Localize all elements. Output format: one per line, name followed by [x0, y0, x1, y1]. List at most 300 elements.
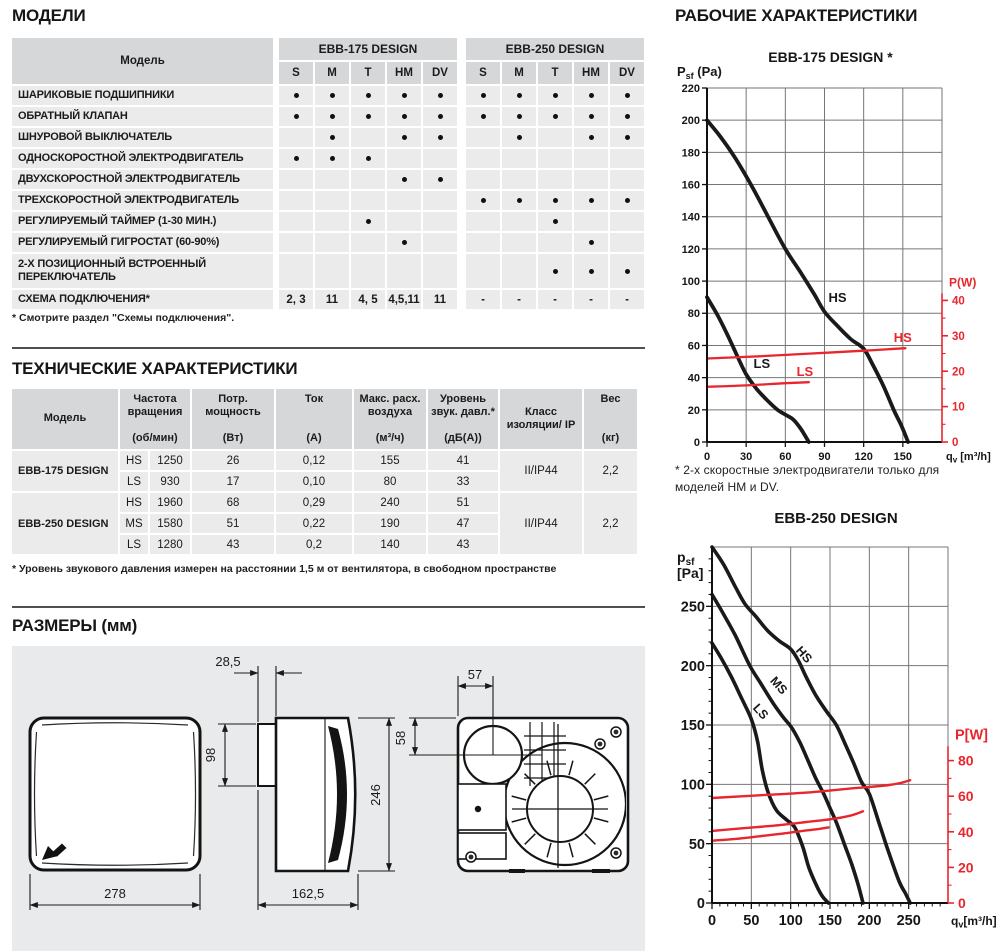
feature-dot: [625, 135, 630, 140]
curve-label-MS: MS: [767, 673, 791, 698]
right-tick-label: 10: [952, 401, 965, 414]
y-tick-label: 160: [681, 179, 700, 192]
feature-cell: [279, 233, 313, 252]
series-MS-left: [712, 595, 863, 904]
models-subcol-header: T: [538, 62, 572, 84]
tech-value-current: 0,22: [276, 514, 352, 533]
x-tick-label: 150: [893, 451, 913, 463]
feature-cell: -: [538, 290, 572, 309]
feature-dot: [589, 135, 594, 140]
feature-cell: [466, 212, 500, 231]
feature-cell: [315, 128, 349, 147]
feature-cell: [466, 191, 500, 210]
feature-cell: [574, 128, 608, 147]
feature-cell: [279, 149, 313, 168]
feature-cell: -: [610, 290, 644, 309]
dim-body-height-label: 246: [368, 784, 383, 806]
feature-cell: [279, 254, 313, 288]
tech-footnote: * Уровень звукового давления измерен на расстоянии 1,5 м от вентилятора, в свободном пространстве: [12, 563, 557, 575]
feature-cell: [315, 254, 349, 288]
tech-col-header: [500, 389, 582, 449]
x-tick-label: 150: [817, 913, 843, 929]
feature-cell: [610, 170, 644, 189]
tech-insulation: II/IP44: [500, 493, 582, 554]
right-tick-label: 20: [952, 366, 965, 379]
y-tick-label: 0: [696, 896, 705, 913]
feature-cell: [502, 212, 536, 231]
feature-cell: [502, 149, 536, 168]
x-tick-label: 250: [896, 913, 921, 929]
feature-cell: [423, 170, 457, 189]
x-tick-label: 0: [707, 913, 717, 929]
feature-cell: [502, 128, 536, 147]
tech-header-unit: (А): [306, 431, 322, 444]
performance-section-title: РАБОЧИЕ ХАРАКТЕРИСТИКИ: [675, 6, 918, 25]
tech-header-unit: (дБ(А)): [444, 431, 482, 444]
chart-title: EBB-175 DESIGN *: [768, 49, 893, 65]
tech-value-noise: 47: [428, 514, 498, 533]
feature-cell: [279, 86, 313, 105]
tech-header-title: Уровень звук. давл.*: [431, 393, 495, 419]
tech-model-name: EBB-175 DESIGN: [12, 451, 118, 491]
feature-cell: [423, 191, 457, 210]
right-axis: [942, 293, 948, 442]
tech-col-header: [584, 389, 637, 449]
feature-cell: [610, 107, 644, 126]
right-tick-label: 40: [958, 823, 974, 840]
feature-cell: [387, 254, 421, 288]
chart-ebb-250: [675, 505, 1000, 951]
feature-dot: [330, 114, 335, 119]
right-tick-label: 0: [958, 895, 966, 912]
section-divider: [12, 347, 645, 349]
feature-cell: [279, 212, 313, 231]
feature-cell: [574, 233, 608, 252]
foot-tab: [509, 869, 525, 873]
series-LS-right: [707, 382, 809, 387]
front-view: [30, 718, 200, 870]
tech-value-noise: 33: [428, 472, 498, 491]
tech-value-speed: MS: [120, 514, 148, 533]
feature-cell: [574, 191, 608, 210]
feature-cell: [538, 170, 572, 189]
feature-dot: [366, 219, 371, 224]
curve-label-LS: LS: [753, 355, 771, 371]
feature-cell: 11: [423, 290, 457, 309]
tech-value-airflow: 190: [354, 514, 426, 533]
dim-spigot-cy-label: 58: [393, 730, 408, 746]
tech-value-speed: HS: [120, 493, 148, 512]
right-tick-label: 0: [952, 437, 959, 450]
feature-dot: [438, 135, 443, 140]
x-tick-label: 0: [703, 451, 711, 463]
models-subcol-header: M: [315, 62, 349, 84]
feature-cell: [423, 233, 457, 252]
models-feature-table: [12, 38, 644, 309]
dim-total-depth-label: 162,5: [291, 886, 325, 901]
right-tick-label: 40: [952, 295, 965, 308]
feature-cell: [351, 107, 385, 126]
dim-spigot-depth-label: 28,5: [215, 654, 241, 669]
feature-cell: [502, 191, 536, 210]
tech-value-current: 0,2: [276, 535, 352, 554]
feature-row-label: ТРЕХСКОРОСТНОЙ ЭЛЕКТРОДВИГАТЕЛЬ: [12, 191, 273, 210]
right-tick-label: 60: [958, 788, 974, 805]
y-tick-label: 120: [681, 243, 700, 256]
feature-cell: [574, 170, 608, 189]
tech-value-rpm: 930: [150, 472, 190, 491]
feature-dot: [553, 269, 558, 274]
feature-cell: [502, 254, 536, 288]
y-tick-label: 200: [681, 115, 700, 128]
feature-cell: [351, 149, 385, 168]
feature-dot: [553, 114, 558, 119]
feature-dot: [330, 93, 335, 98]
tech-value-speed: LS: [120, 535, 148, 554]
feature-cell: [387, 191, 421, 210]
dim-spigot-height-label: 98: [203, 747, 218, 763]
tech-value-speed: HS: [120, 451, 148, 470]
feature-cell: 4, 5: [351, 290, 385, 309]
feature-cell: -: [502, 290, 536, 309]
feature-cell: 11: [315, 290, 349, 309]
tech-value-current: 0,10: [276, 472, 352, 491]
grid: [712, 547, 948, 903]
tech-col-header: [354, 389, 426, 449]
y-tick-label: 40: [687, 372, 700, 385]
tech-header-unit: (м³/ч): [375, 431, 405, 444]
curve-label-HS: HS: [828, 290, 847, 306]
feature-cell: [538, 86, 572, 105]
models-section-title: МОДЕЛИ: [12, 6, 86, 25]
models-subcol-header: T: [351, 62, 385, 84]
feature-cell: [279, 191, 313, 210]
feature-dot: [589, 269, 594, 274]
terminal-box: [458, 784, 506, 859]
right-tick-label: 30: [952, 330, 965, 343]
feature-cell: [387, 107, 421, 126]
y-axis-label: $p_{sf}$: [677, 549, 695, 568]
feature-cell: [351, 128, 385, 147]
section-divider-2: [12, 606, 645, 608]
y-tick-label: 200: [680, 658, 705, 675]
feature-cell: [423, 107, 457, 126]
feature-cell: [423, 128, 457, 147]
feature-cell: [574, 254, 608, 288]
x-tick-label: 60: [779, 451, 792, 463]
chart-title: EBB-250 DESIGN: [774, 510, 898, 527]
curve-label-HS: HS: [893, 330, 912, 346]
x-axis-label: $q_v$ [m³/h]: [946, 451, 991, 465]
feature-dot: [589, 93, 594, 98]
x-tick-label: 200: [857, 913, 882, 929]
tech-weight: 2,2: [584, 493, 637, 554]
feature-dot: [553, 219, 558, 224]
y-tick-label: 220: [681, 82, 700, 95]
dimensions-drawing: [12, 646, 645, 951]
y-tick-label: 0: [693, 436, 700, 449]
feature-dot: [402, 93, 407, 98]
tech-value-airflow: 140: [354, 535, 426, 554]
series-HS-right: [712, 780, 910, 798]
right-axis-label: P(W): [949, 275, 977, 290]
feature-cell: [610, 212, 644, 231]
tech-col-header: [428, 389, 498, 449]
tech-header-unit: (об/мин): [132, 431, 178, 444]
feature-dot: [294, 114, 299, 119]
feature-dot: [481, 198, 486, 203]
y-axis-label-unit: [Pa]: [677, 565, 704, 581]
tech-col-header: [192, 389, 274, 449]
feature-cell: [466, 170, 500, 189]
feature-dot: [402, 240, 407, 245]
tech-value-power: 43: [192, 535, 274, 554]
chart-ebb-175: [675, 40, 1000, 470]
feature-cell: [574, 86, 608, 105]
feature-cell: [387, 170, 421, 189]
tech-weight: 2,2: [584, 451, 637, 491]
feature-cell: [315, 86, 349, 105]
feature-dot: [517, 198, 522, 203]
y-tick-label: 150: [680, 718, 705, 735]
feature-cell: [315, 149, 349, 168]
models-subcol-header: DV: [423, 62, 457, 84]
feature-dot: [589, 114, 594, 119]
tech-section-title: ТЕХНИЧЕСКИЕ ХАРАКТЕРИСТИКИ: [12, 359, 298, 378]
tech-header-title: Ток: [304, 393, 324, 405]
x-axis-label: $q_v[m^3/h]$: [951, 914, 997, 930]
feature-dot: [589, 240, 594, 245]
tech-insulation: II/IP44: [500, 451, 582, 491]
tech-value-airflow: 155: [354, 451, 426, 470]
tech-value-rpm: 1960: [150, 493, 190, 512]
feature-dot: [517, 135, 522, 140]
feature-cell: [466, 107, 500, 126]
x-tick-label: 100: [778, 913, 803, 929]
models-subcol-header: M: [502, 62, 536, 84]
tech-value-rpm: 1580: [150, 514, 190, 533]
grid: [707, 88, 942, 442]
tech-header-title: Вес: [600, 393, 621, 405]
curve-label-HS: HS: [792, 643, 815, 666]
feature-cell: [538, 233, 572, 252]
y-tick-label: 20: [687, 404, 700, 417]
feature-cell: [466, 254, 500, 288]
feature-cell: [423, 149, 457, 168]
models-footnote: * Смотрите раздел "Схемы подключения".: [12, 312, 235, 324]
feature-row-label: СХЕМА ПОДКЛЮЧЕНИЯ*: [12, 290, 273, 309]
tech-col-header: [12, 389, 118, 449]
feature-dot: [402, 114, 407, 119]
feature-cell: [502, 107, 536, 126]
axis-ticks: [706, 559, 940, 909]
right-tick-label: 20: [958, 859, 974, 876]
feature-cell: [423, 212, 457, 231]
feature-dot: [481, 93, 486, 98]
feature-cell: [466, 86, 500, 105]
feature-dot: [294, 156, 299, 161]
feature-row-label: 2-Х ПОЗИЦИОННЫЙ ВСТРОЕННЫЙ ПЕРЕКЛЮЧАТЕЛЬ: [12, 254, 273, 288]
tech-col-header: [120, 389, 190, 449]
feature-cell: [610, 233, 644, 252]
feature-cell: [502, 170, 536, 189]
y-tick-label: 60: [687, 340, 700, 353]
dimensions-section-title: РАЗМЕРЫ (мм): [12, 616, 138, 635]
tech-header-title: Модель: [43, 412, 87, 425]
performance-footnote: * 2-х скоростные электродвигатели только для моделей HM и DV.: [675, 463, 940, 495]
tech-header-title: Класс изоляции/ IP: [506, 405, 576, 431]
x-tick-label: 90: [818, 451, 831, 463]
tech-header-title: Макс. расх. воздуха: [359, 393, 421, 419]
y-tick-label: 50: [688, 836, 705, 853]
tech-value-noise: 51: [428, 493, 498, 512]
tech-value-current: 0,29: [276, 493, 352, 512]
feature-cell: [279, 170, 313, 189]
feature-cell: [538, 149, 572, 168]
feature-row-label: ДВУХСКОРОСТНОЙ ЭЛЕКТРОДВИГАТЕЛЬ: [12, 170, 273, 189]
feature-cell: [387, 128, 421, 147]
feature-cell: [574, 212, 608, 231]
feature-cell: [279, 107, 313, 126]
x-tick-label: 30: [740, 451, 753, 463]
tech-value-rpm: 1250: [150, 451, 190, 470]
feature-dot: [438, 114, 443, 119]
tech-value-power: 51: [192, 514, 274, 533]
feature-dot: [294, 93, 299, 98]
feature-row-label: ОБРАТНЫЙ КЛАПАН: [12, 107, 273, 126]
feature-cell: [351, 233, 385, 252]
feature-cell: -: [466, 290, 500, 309]
models-subcol-header: HM: [387, 62, 421, 84]
tech-model-name: EBB-250 DESIGN: [12, 493, 118, 554]
feature-dot: [589, 198, 594, 203]
right-tick-label: 80: [958, 752, 974, 769]
feature-cell: [423, 86, 457, 105]
dim-front-width-label: 278: [104, 886, 126, 901]
feature-cell: [351, 191, 385, 210]
y-tick-label: 100: [681, 276, 700, 289]
y-tick-label: 180: [681, 147, 700, 160]
tech-header-title: Частота вращения: [127, 393, 183, 419]
feature-dot: [481, 114, 486, 119]
feature-cell: [538, 212, 572, 231]
feature-cell: [315, 170, 349, 189]
feature-cell: [351, 212, 385, 231]
models-group-header: EBB-250 DESIGN: [466, 38, 644, 60]
feature-cell: [387, 212, 421, 231]
tech-header-unit: (кг): [601, 431, 620, 444]
feature-cell: [574, 149, 608, 168]
feature-dot: [402, 177, 407, 182]
feature-cell: 2, 3: [279, 290, 313, 309]
tech-header-title: Потр. мощность: [205, 393, 261, 419]
tech-col-header: [276, 389, 352, 449]
x-tick-label: 50: [743, 913, 760, 929]
feature-cell: [538, 254, 572, 288]
feature-cell: [466, 233, 500, 252]
feature-cell: [315, 212, 349, 231]
tech-value-power: 17: [192, 472, 274, 491]
models-subcol-header: S: [466, 62, 500, 84]
feature-dot: [517, 114, 522, 119]
feature-cell: [387, 149, 421, 168]
feature-cell: [315, 233, 349, 252]
y-tick-label: 250: [680, 599, 705, 616]
models-subcol-header: HM: [574, 62, 608, 84]
curve-label-LS: LS: [796, 364, 814, 380]
feature-dot: [402, 135, 407, 140]
feature-cell: [502, 233, 536, 252]
models-subcol-header: S: [279, 62, 313, 84]
feature-cell: [351, 170, 385, 189]
feature-cell: [610, 128, 644, 147]
feature-dot: [625, 114, 630, 119]
feature-cell: [466, 149, 500, 168]
feature-cell: [423, 254, 457, 288]
feature-cell: [538, 107, 572, 126]
y-axis-label: $P_{sf}$ (Pa): [677, 64, 722, 81]
feature-cell: [610, 149, 644, 168]
feature-dot: [553, 93, 558, 98]
feature-dot: [330, 156, 335, 161]
dim-spigot-cx-label: 57: [467, 667, 483, 682]
feature-cell: [315, 191, 349, 210]
feature-cell: [574, 107, 608, 126]
tech-value-power: 68: [192, 493, 274, 512]
feature-cell: [610, 191, 644, 210]
feature-row-label: РЕГУЛИРУЕМЫЙ ТАЙМЕР (1-30 МИН.): [12, 212, 273, 231]
feature-cell: [387, 233, 421, 252]
models-subcol-header: DV: [610, 62, 644, 84]
feature-cell: [315, 107, 349, 126]
feature-dot: [438, 93, 443, 98]
tech-value-airflow: 80: [354, 472, 426, 491]
feature-cell: [610, 86, 644, 105]
feature-row-label: ШНУРОВОЙ ВЫКЛЮЧАТЕЛЬ: [12, 128, 273, 147]
feature-dot: [625, 198, 630, 203]
feature-cell: [387, 86, 421, 105]
feature-cell: [610, 254, 644, 288]
axis-ticks: [702, 88, 903, 447]
feature-cell: 4,5,11: [387, 290, 421, 309]
feature-row-label: ОДНОСКОРОСТНОЙ ЭЛЕКТРОДВИГАТЕЛЬ: [12, 149, 273, 168]
feature-dot: [625, 269, 630, 274]
feature-cell: [279, 128, 313, 147]
right-axis: [948, 746, 954, 903]
feature-dot: [366, 114, 371, 119]
tech-value-airflow: 240: [354, 493, 426, 512]
y-tick-label: 140: [681, 211, 700, 224]
curve-label-LS: LS: [750, 701, 772, 723]
feature-dot: [366, 156, 371, 161]
feature-dot: [330, 135, 335, 140]
feature-cell: [538, 191, 572, 210]
feature-dot: [553, 198, 558, 203]
y-tick-label: 100: [680, 777, 705, 794]
models-table-corner: Модель: [12, 38, 273, 84]
feature-row-label: РЕГУЛИРУЕМЫЙ ГИГРОСТАТ (60-90%): [12, 233, 273, 252]
models-group-header: EBB-175 DESIGN: [279, 38, 457, 60]
tech-spec-table: [12, 389, 637, 554]
tech-value-speed: LS: [120, 472, 148, 491]
tech-value-current: 0,12: [276, 451, 352, 470]
feature-cell: [351, 86, 385, 105]
feature-cell: -: [574, 290, 608, 309]
feature-cell: [351, 254, 385, 288]
right-axis-label: P[W]: [955, 727, 989, 744]
tech-header-unit: (Вт): [222, 431, 244, 444]
feature-cell: [466, 128, 500, 147]
